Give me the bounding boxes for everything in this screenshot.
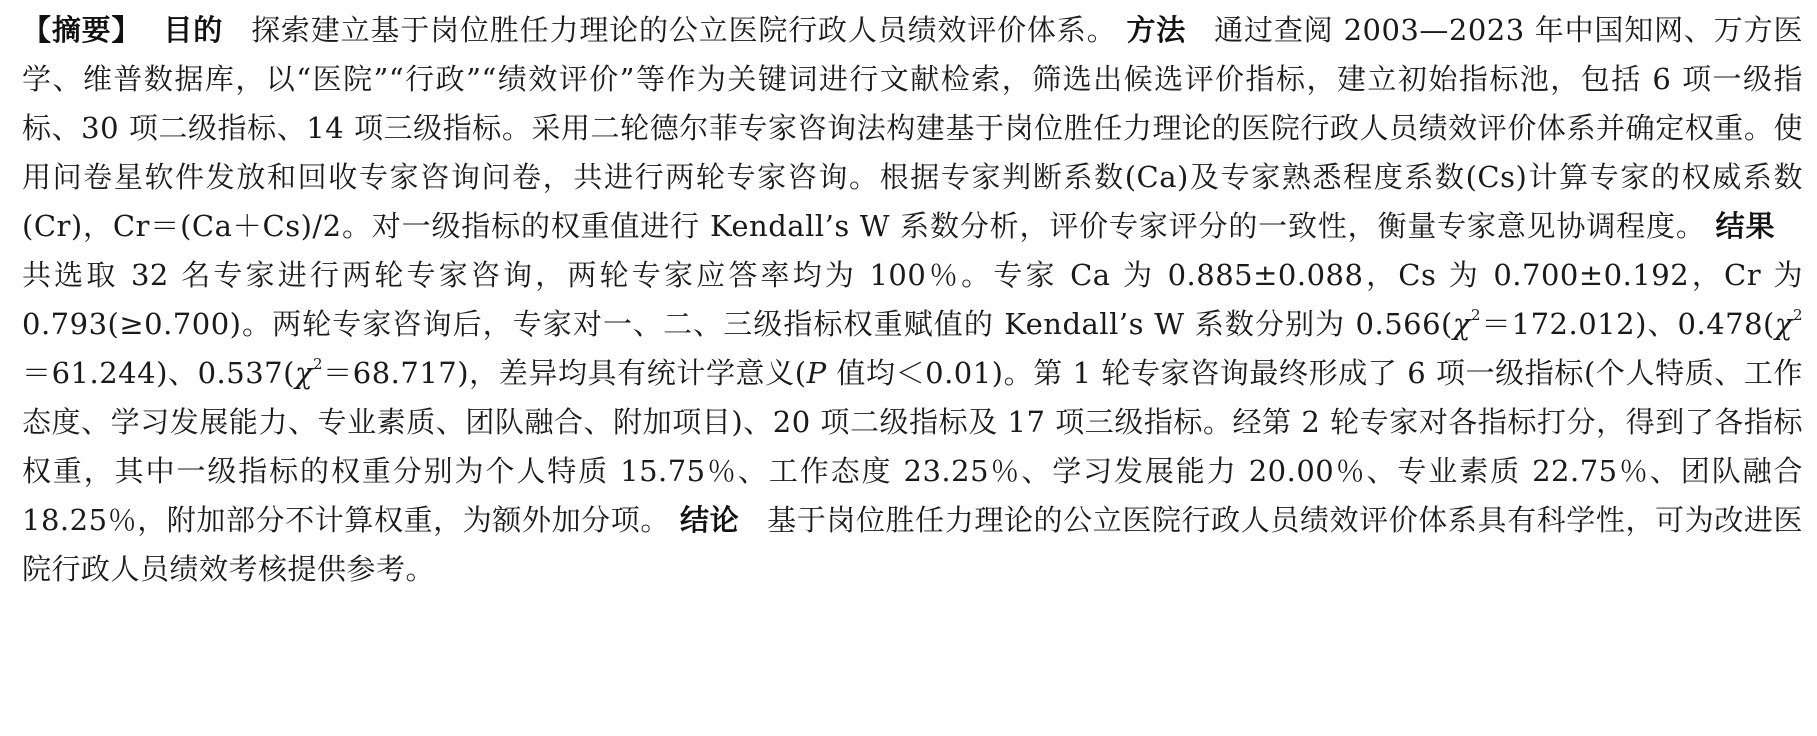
results-text-3: ＝61.244)、0.537( xyxy=(22,356,295,390)
results-text-5: 值均＜0.01)。第 1 轮专家咨询最终形成了 6 项一级指标(个人特质、工作态度、学习发展能力、专业素质、团队融合、附加项目)、20 项二级指标及 17 项三级指标。经第 2 轮专家对各指标打分，得到了各指标权重，其中一级指标的权重分别为个人特质 15.75％、工作态度 23.25％、学习发展能力 20.00％、专业素质 22.75％、团队融合 18.25％，附加部分不计算权重，为额外加分项。 xyxy=(22,356,1804,537)
results-label: 结果 xyxy=(1715,209,1775,243)
chi-square-symbol-1: χ xyxy=(1452,307,1471,341)
conclusion-text: 基于岗位胜任力理论的公立医院行政人员绩效评价体系具有科学性，可为改进医院行政人员绩效考核提供参考。 xyxy=(22,503,1803,586)
results-text-2: ＝172.012)、0.478( xyxy=(1481,307,1775,341)
methods-text: 通过查阅 2003—2023 年中国知网、万方医学、维普数据库，以“医院”“行政”“绩效评价”等作为关键词进行文献检索，筛选出候选评价指标，建立初始指标池，包括 6 项一级指标、30 项二级指标、14 项三级指标。采用二轮德尔菲专家咨询法构建基于岗位胜任力理论的医院行政人员绩效评价体系并确定权重。使用问卷星软件发放和回收专家咨询问卷，共进行两轮专家咨询。根据专家判断系数(Ca)及专家熟悉程度系数(Cs)计算专家的权威系数(Cr)，Cr＝(Ca＋Cs)/2。对一级指标的权重值进行 Kendall’s W 系数分析，评价专家评分的一致性，衡量专家意见协调程度。 xyxy=(22,13,1803,243)
chi-square-superscript-1: 2 xyxy=(1470,306,1481,324)
results-text-1: 共选取 32 名专家进行两轮专家咨询，两轮专家应答率均为 100％。专家 Ca 为 0.885±0.088，Cs 为 0.700±0.192，Cr 为 0.793(≥0.700)。两轮专家咨询后，专家对一、二、三级指标权重赋值的 Kendall’s W 系数分别为 0.566( xyxy=(22,258,1803,341)
chi-square-superscript-2: 2 xyxy=(1792,306,1803,324)
results-text-4: ＝68.717)，差异均具有统计学意义( xyxy=(323,356,807,390)
abstract-tag: 【摘要】 xyxy=(22,13,142,47)
p-value-symbol: P xyxy=(806,356,827,390)
chi-square-symbol-2: χ xyxy=(1774,307,1793,341)
chi-square-symbol-3: χ xyxy=(294,356,314,390)
methods-label: 方法 xyxy=(1126,13,1187,47)
chi-square-superscript-3: 2 xyxy=(313,355,324,373)
objective-text: 探索建立基于岗位胜任力理论的公立医院行政人员绩效评价体系。 xyxy=(251,13,1117,47)
objective-label: 目的 xyxy=(163,13,224,47)
conclusion-label: 结论 xyxy=(679,503,740,537)
